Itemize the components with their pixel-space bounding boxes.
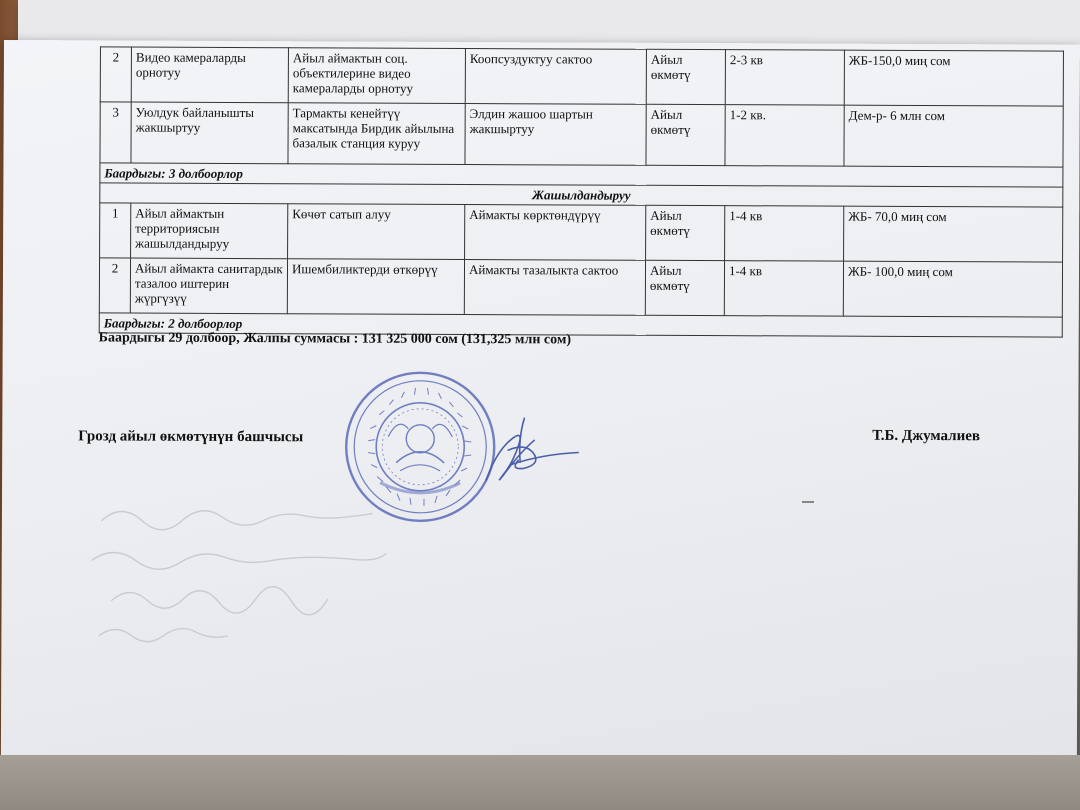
cell-project-name: Айыл аймактын территориясын жашылдандыруу [131, 203, 288, 259]
cell-timeline: 1-2 кв. [725, 105, 844, 167]
cell-result: Аймакты тазалыкта сактоо [464, 260, 645, 316]
cell-funding: ЖБ- 100,0 миң сом [843, 261, 1062, 317]
cell-funding: Дем-р- 6 млн сом [844, 105, 1063, 167]
cell-result: Элдин жашоо шартын жакшыртуу [465, 104, 646, 166]
subtotal-text: Баардыгы: 3 долбоорлор [100, 163, 1063, 187]
section-title: Жашылдандыруу [100, 183, 1063, 207]
grand-total-line: Баардыгы 29 долбоор, Жалпы суммасы : 131 325 000 сом (131,325 млн сом) [98, 330, 572, 348]
project-plan-table [99, 46, 1064, 337]
cell-responsible: Айыл өкмөтү [645, 260, 724, 315]
cell-funding: ЖБ-150,0 миң сом [844, 50, 1063, 106]
cell-responsible: Айыл өкмөтү [646, 205, 725, 260]
cell-result: Коопсуздуктуу сактоо [465, 49, 646, 105]
cell-project-name: Айыл аймакта санитардык тазалоо иштерин жүргүзүү [130, 258, 287, 314]
cell-result: Аймакты көрктөндүрүү [465, 205, 646, 261]
document-page [1, 40, 1080, 780]
cell-activity: Тармакты кенейтүү максатында Бирдик айылына базалык станция куруу [288, 103, 465, 165]
cell-project-name: Видео камераларды орнотуу [131, 47, 288, 103]
table-row [100, 47, 1063, 106]
handwritten-signature-icon [472, 402, 582, 492]
cell-timeline: 1-4 кв [725, 206, 844, 262]
cell-activity: Ишембиликтерди өткөрүү [287, 259, 464, 315]
desk-surface-bottom [0, 755, 1080, 810]
cell-activity: Айыл аймактын соц. объектилерине видео камераларды орнотуу [288, 48, 465, 104]
cell-timeline: 1-4 кв [724, 261, 843, 317]
cell-responsible: Айыл өкмөтү [646, 49, 725, 104]
signatory-position: Грозд айыл өкмөтүнүн башчысы [78, 428, 304, 446]
cell-number: 3 [100, 102, 131, 163]
cell-timeline: 2-3 кв [725, 50, 844, 106]
cell-number: 2 [100, 47, 131, 102]
cell-responsible: Айыл өкмөтү [646, 104, 725, 165]
cell-project-name: Уюлдук байланышты жакшыртуу [131, 102, 288, 164]
table-row [99, 258, 1062, 317]
cell-activity: Көчөт сатып алуу [288, 204, 465, 260]
table-row [100, 203, 1063, 262]
cell-funding: ЖБ- 70,0 миң сом [844, 206, 1063, 262]
cell-number: 1 [100, 203, 131, 258]
pen-mark [802, 501, 814, 502]
signatory-name: Т.Б. Джумалиев [872, 427, 981, 445]
cell-number: 2 [99, 258, 130, 313]
subtotal-text: Баардыгы: 2 долбоорлор [99, 313, 1062, 337]
table-row [100, 102, 1063, 167]
